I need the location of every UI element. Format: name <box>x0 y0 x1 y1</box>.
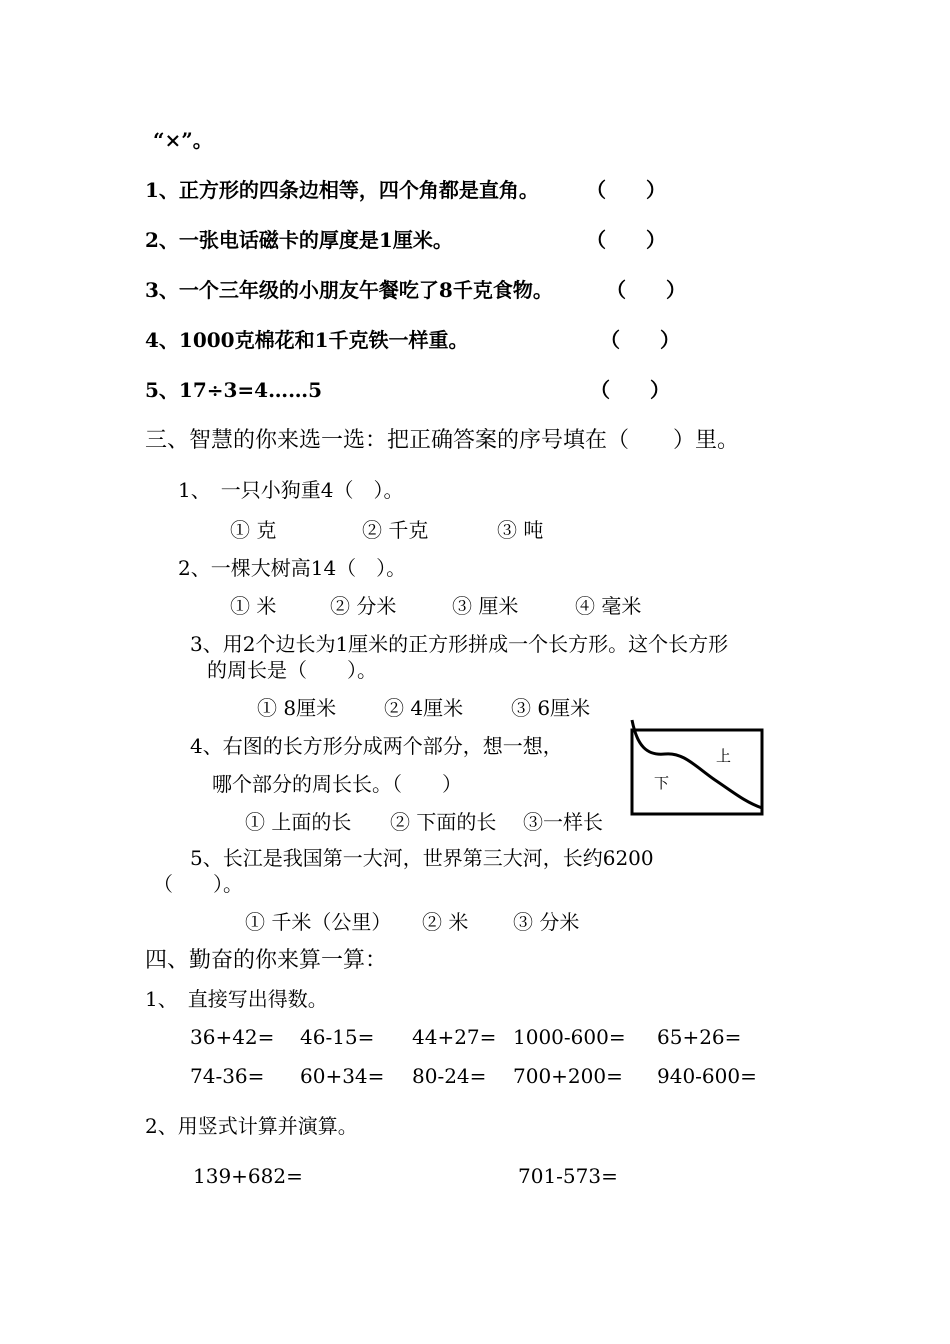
figure-dividing-curve <box>632 720 762 808</box>
judge-q5: 5、17÷3=4……5 <box>145 378 323 402</box>
vertical-calc-2: 701-573= <box>518 1164 618 1188</box>
s3-q4-line2: 哪个部分的周长长。（ ） <box>212 772 462 796</box>
s3-q5-opt1[interactable]: ① 千米（公里） <box>245 910 392 934</box>
s3-q2-opt4[interactable]: ④ 毫米 <box>575 594 642 618</box>
figure-rectangle <box>632 730 762 814</box>
s3-q3-opt1[interactable]: ① 8厘米 <box>257 696 337 720</box>
judge-q4: 4、1000克棉花和1千克铁一样重。 <box>145 328 469 352</box>
s3-q5-line1: 5、长江是我国第一大河，世界第三大河，长约6200 <box>190 846 654 870</box>
s3-q4-opt2[interactable]: ② 下面的长 <box>390 810 497 834</box>
s3-q1-opt3[interactable]: ③ 吨 <box>497 518 544 542</box>
s4-sub2: 2、用竖式计算并演算。 <box>145 1114 358 1138</box>
s3-q3-opt3[interactable]: ③ 6厘米 <box>511 696 591 720</box>
s3-q2: 2、一棵大树高14（ ）。 <box>178 556 407 580</box>
judge-q3-blank[interactable]: （ ） <box>606 278 686 302</box>
calc-r1-c4: 1000-600= <box>513 1025 626 1049</box>
judge-q2: 2、一张电话磁卡的厚度是1厘米。 <box>145 228 453 252</box>
calc-r2-c5: 940-600= <box>657 1064 757 1088</box>
s3-q3-opt2[interactable]: ② 4厘米 <box>384 696 464 720</box>
s3-q1-opt1[interactable]: ① 克 <box>230 518 277 542</box>
calc-r2-c2: 60+34= <box>300 1064 385 1088</box>
intro-tail: “×”。 <box>153 128 213 152</box>
calc-r1-c5: 65+26= <box>657 1025 742 1049</box>
calc-r1-c2: 46-15= <box>300 1025 375 1049</box>
s3-q2-opt1[interactable]: ① 米 <box>230 594 277 618</box>
s3-q5-opt3[interactable]: ③ 分米 <box>513 910 580 934</box>
calc-r2-c1: 74-36= <box>190 1064 265 1088</box>
judge-q4-blank[interactable]: （ ） <box>600 328 680 352</box>
vertical-calc-1: 139+682= <box>193 1164 303 1188</box>
s4-sub1: 1、 直接写出得数。 <box>145 987 328 1011</box>
figure-label-top: 上 <box>716 747 732 765</box>
s3-q4-opt1[interactable]: ① 上面的长 <box>245 810 352 834</box>
calc-r1-c3: 44+27= <box>412 1025 497 1049</box>
s3-q3-line1: 3、用2个边长为1厘米的正方形拼成一个长方形。这个长方形 <box>190 632 729 656</box>
figure-label-bottom: 下 <box>654 774 670 792</box>
s3-q1: 1、 一只小狗重4（ ）。 <box>178 478 404 502</box>
judge-q1: 1、正方形的四条边相等，四个角都是直角。 <box>145 178 539 202</box>
calc-r1-c1: 36+42= <box>190 1025 275 1049</box>
s3-q5-opt2[interactable]: ② 米 <box>422 910 469 934</box>
s3-q2-opt3[interactable]: ③ 厘米 <box>452 594 519 618</box>
rectangle-figure <box>625 718 770 820</box>
s3-q1-opt2[interactable]: ② 千克 <box>362 518 429 542</box>
judge-q1-blank[interactable]: （ ） <box>586 178 666 202</box>
section4-title: 四、勤奋的你来算一算： <box>145 948 388 973</box>
s3-q4-line1: 4、右图的长方形分成两个部分，想一想， <box>190 734 563 758</box>
s3-q3-line2: 的周长是（ ）。 <box>207 658 377 682</box>
calc-r2-c3: 80-24= <box>412 1064 487 1088</box>
judge-q2-blank[interactable]: （ ） <box>586 228 666 252</box>
calc-r2-c4: 700+200= <box>513 1064 623 1088</box>
s3-q2-opt2[interactable]: ② 分米 <box>330 594 397 618</box>
section3-title: 三、智慧的你来选一选：把正确答案的序号填在（ ）里。 <box>145 428 740 453</box>
judge-q3: 3、一个三年级的小朋友午餐吃了8千克食物。 <box>145 278 553 302</box>
s3-q5-line2: （ ）。 <box>153 872 243 896</box>
judge-q5-blank[interactable]: （ ） <box>590 378 670 402</box>
s3-q4-opt3[interactable]: ③一样长 <box>523 810 603 834</box>
